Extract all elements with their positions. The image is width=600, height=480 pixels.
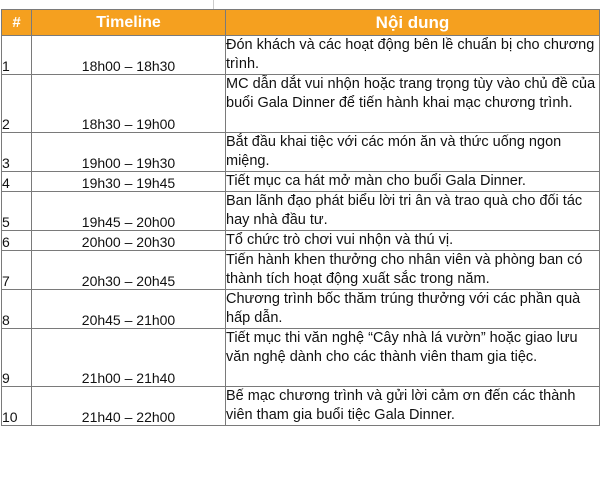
row-timeline: 18h00 – 18h30 <box>32 36 226 75</box>
table-row <box>2 231 600 251</box>
row-content: Tiến hành khen thưởng cho nhân viên và phòng ban có thành tích hoạt động xuất sắc trong năm. <box>226 251 600 290</box>
column-header-timeline: Timeline <box>32 10 226 36</box>
header-row <box>2 10 600 36</box>
table-row <box>2 387 600 426</box>
row-content: Ban lãnh đạo phát biểu lời tri ân và trao quà cho đối tác hay nhà đầu tư. <box>226 192 600 231</box>
row-number: 1 <box>2 36 32 75</box>
row-content: Tổ chức trò chơi vui nhộn và thú vị. <box>226 231 600 251</box>
row-number: 3 <box>2 133 32 172</box>
table-row <box>2 133 600 172</box>
row-timeline: 19h00 – 19h30 <box>32 133 226 172</box>
row-timeline: 21h40 – 22h00 <box>32 387 226 426</box>
row-timeline: 20h30 – 20h45 <box>32 251 226 290</box>
row-number: 4 <box>2 172 32 192</box>
row-number: 2 <box>2 75 32 133</box>
row-number: 5 <box>2 192 32 231</box>
table-row <box>2 251 600 290</box>
table-row <box>2 36 600 75</box>
row-content: Tiết mục thi văn nghệ “Cây nhà lá vườn” hoặc giao lưu văn nghệ dành cho các thành viên tham gia tiệc. <box>226 329 600 387</box>
row-timeline: 20h00 – 20h30 <box>32 231 226 251</box>
table-row <box>2 172 600 192</box>
row-number: 7 <box>2 251 32 290</box>
table-row <box>2 192 600 231</box>
table-row <box>2 329 600 387</box>
row-timeline: 19h45 – 20h00 <box>32 192 226 231</box>
row-timeline: 21h00 – 21h40 <box>32 329 226 387</box>
row-content: Tiết mục ca hát mở màn cho buổi Gala Dinner. <box>226 172 600 192</box>
row-timeline: 18h30 – 19h00 <box>32 75 226 133</box>
row-content: Bế mạc chương trình và gửi lời cảm ơn đến các thành viên tham gia buổi tiệc Gala Dinner. <box>226 387 600 426</box>
schedule-table <box>1 9 600 426</box>
table-header <box>2 10 600 36</box>
row-number: 10 <box>2 387 32 426</box>
table-row <box>2 290 600 329</box>
table-row <box>2 75 600 133</box>
row-number: 6 <box>2 231 32 251</box>
row-content: Chương trình bốc thăm trúng thưởng với các phần quà hấp dẫn. <box>226 290 600 329</box>
row-number: 8 <box>2 290 32 329</box>
column-header-content: Nội dung <box>226 10 600 36</box>
divider <box>213 0 214 9</box>
row-content: MC dẫn dắt vui nhộn hoặc trang trọng tùy vào chủ đề của buổi Gala Dinner để tiến hành khai mạc chương trình. <box>226 75 600 133</box>
table-body <box>2 36 600 426</box>
row-content: Bắt đầu khai tiệc với các món ăn và thức uống ngon miệng. <box>226 133 600 172</box>
column-header-number: # <box>2 10 32 36</box>
row-number: 9 <box>2 329 32 387</box>
row-content: Đón khách và các hoạt động bên lề chuẩn bị cho chương trình. <box>226 36 600 75</box>
row-timeline: 19h30 – 19h45 <box>32 172 226 192</box>
row-timeline: 20h45 – 21h00 <box>32 290 226 329</box>
